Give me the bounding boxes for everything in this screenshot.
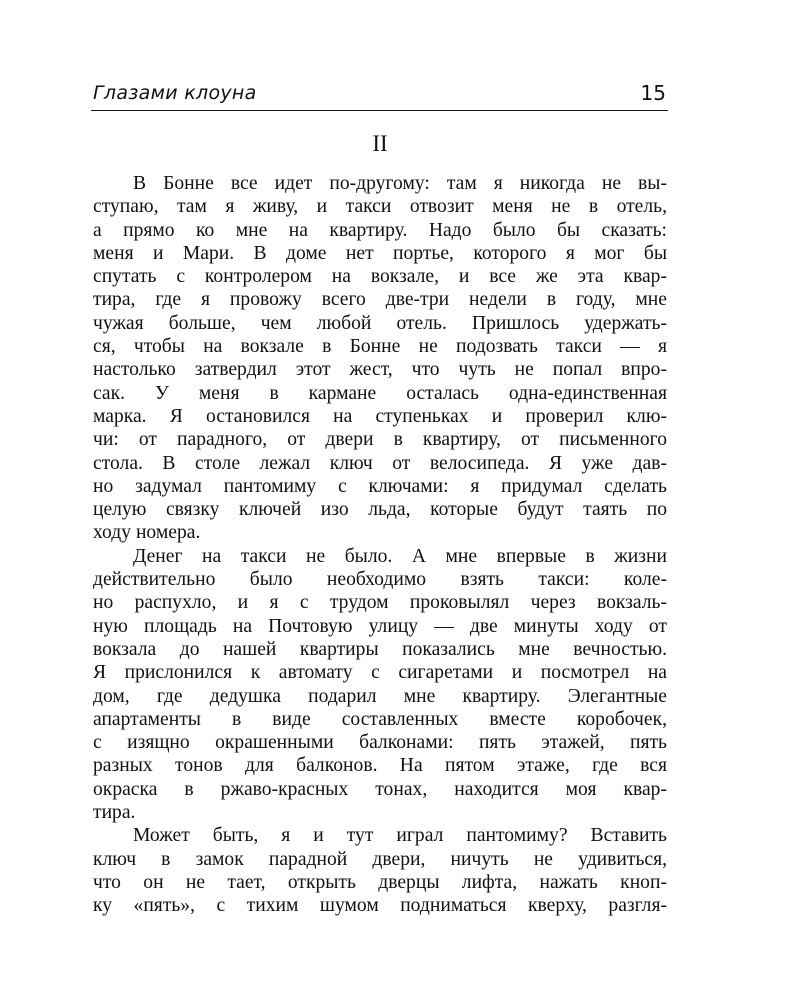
text-line: дом, где дедушка подарил мне квартиру. Элегантные xyxy=(93,685,667,707)
text-line: ступаю, там я живу, и такси отвозит меня не в отель, xyxy=(93,196,667,218)
text-line: действительно было необходимо взять такси: коле- xyxy=(93,569,667,591)
text-line: окраска в ржаво-красных тонах, находится моя квар- xyxy=(93,778,667,800)
text-line: тира, где я провожу всего две-три недели в году, мне xyxy=(93,289,667,311)
text-line: апартаменты в виде составленных вместе коробочек, xyxy=(93,708,667,730)
text-line: марка. Я остановился на ступеньках и проверил клю- xyxy=(93,405,667,427)
text-line: стола. В столе лежал ключ от велосипеда. Я уже дав- xyxy=(93,452,667,474)
text-line: чи: от парадного, от двери в квартиру, от письменного xyxy=(93,429,667,451)
text-line: ку «пять», с тихим шумом подниматься кверху, разгля- xyxy=(93,895,667,917)
text-line: меня и Мари. В доме нет портье, которого я мог бы xyxy=(93,242,667,264)
text-line: вокзала до нашей квартиры показались мне вечностью. xyxy=(93,638,667,660)
text-line: а прямо ко мне на квартиру. Надо было бы сказать: xyxy=(93,219,667,241)
text-line: ную площадь на Почтовую улицу — две минуты ходу от xyxy=(93,615,667,637)
text-line: настолько затвердил этот жест, что чуть не попал впро- xyxy=(93,359,667,381)
text-line: что он не тает, открыть дверцы лифта, нажать кноп- xyxy=(93,871,667,893)
chapter-number: II xyxy=(372,131,388,156)
text-line: Может быть, я и тут играл пантомиму? Вставить xyxy=(133,825,667,847)
text-line: разных тонов для балконов. На пятом этаже, где вся xyxy=(93,755,667,777)
text-line: В Бонне все идет по-другому: там я никогда не вы- xyxy=(133,173,667,194)
text-line: сак. У меня в кармане осталась одна-единственная xyxy=(93,382,667,404)
text-line: тира. xyxy=(93,802,136,824)
text-line: Я прислонился к автомату с сигаретами и посмотрел на xyxy=(93,662,667,684)
text-line: с изящно окрашенными балконами: пять этажей, пять xyxy=(93,732,667,754)
page-number: 15 xyxy=(640,81,666,105)
text-line: целую связку ключей изо льда, которые будут таять по xyxy=(93,499,667,521)
running-title: Глазами клоуна xyxy=(93,82,257,104)
text-line: ключ в замок парадной двери, ничуть не удивиться, xyxy=(93,848,667,870)
text-line: но задумал пантомиму с ключами: я придумал сделать xyxy=(93,475,667,497)
text-line: ходу номера. xyxy=(93,522,201,544)
running-header xyxy=(91,80,668,111)
text-line: чужая больше, чем любой отель. Пришлось удержать- xyxy=(93,312,667,334)
text-line: Денег на такси не было. А мне впервые в жизни xyxy=(133,545,667,567)
text-line: но распухло, и я с трудом проковылял через вокзаль- xyxy=(93,592,667,614)
text-line: ся, чтобы на вокзале в Бонне не подозвать такси — я xyxy=(93,336,667,358)
text-line: спутать с контролером на вокзале, и все же эта квар- xyxy=(93,266,667,288)
body-text xyxy=(93,172,667,918)
